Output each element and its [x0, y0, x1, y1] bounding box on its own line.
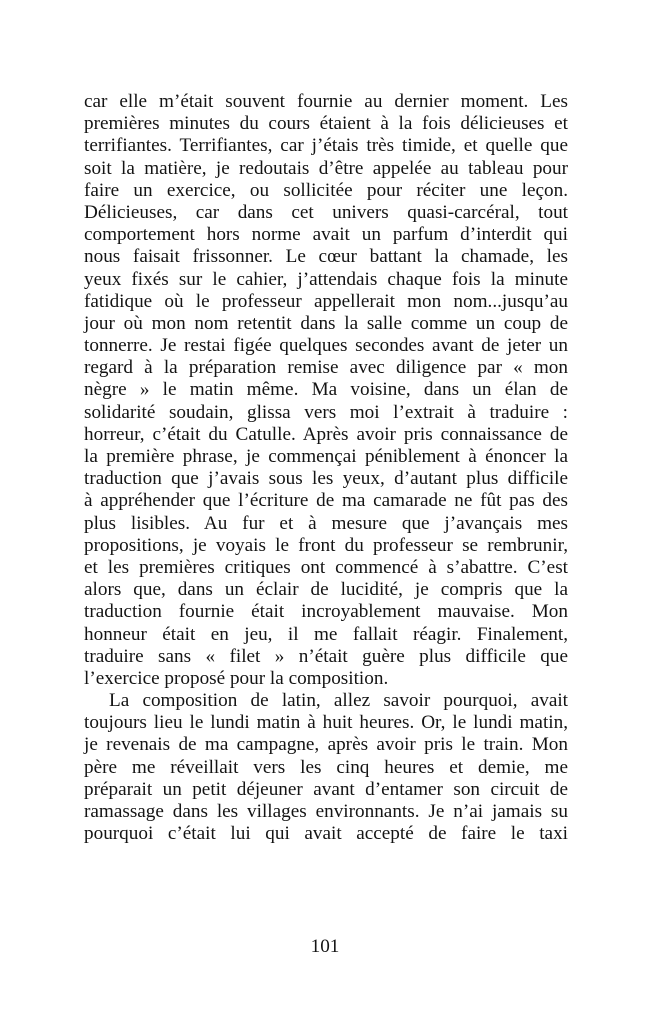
text-line: je revenais de ma campagne, après avoir pris le train. Mon: [84, 734, 568, 756]
paragraph-2: [84, 690, 568, 845]
page-number: 101: [310, 936, 340, 957]
text-line: solidarité soudain, glissa vers moi l’extrait à traduire :: [84, 401, 568, 423]
text-line: nous faisait frissonner. Le cœur battant la chamade, les: [84, 246, 568, 268]
text-line: et les premières critiques ont commencé à s’abattre. C’est: [84, 556, 568, 578]
text-line: traduction que j’avais sous les yeux, d’autant plus difficile: [84, 468, 568, 490]
text-line: toujours lieu le lundi matin à huit heures. Or, le lundi matin,: [84, 712, 568, 734]
text-line: propositions, je voyais le front du professeur se rembrunir,: [84, 534, 568, 556]
text-line: pourquoi c’était lui qui avait accepté de faire le taxi: [84, 823, 568, 845]
text-line: faire un exercice, ou sollicitée pour réciter une leçon.: [84, 179, 568, 201]
text-line: traduction fournie était incroyablement mauvaise. Mon: [84, 601, 568, 623]
paragraph-1: [84, 91, 568, 690]
text-line: à appréhender que l’écriture de ma camarade ne fût pas des: [84, 490, 568, 512]
text-line: père me réveillait vers les cinq heures et demie, me: [84, 756, 568, 778]
text-line: la première phrase, je commençai péniblement à énoncer la: [84, 446, 568, 467]
text-line: traduire sans « filet » n’était guère plus difficile que: [84, 645, 568, 667]
text-line: honneur était en jeu, il me fallait réagir. Finalement,: [84, 623, 568, 645]
text-line: comportement hors norme avait un parfum d’interdit qui: [84, 224, 568, 246]
text-line: La composition de latin, allez savoir pourquoi, avait: [109, 690, 568, 712]
text-line: ramassage dans les villages environnants. Je n’ai jamais su: [84, 801, 568, 822]
text-line: terrifiantes. Terrifiantes, car j’étais très timide, et quelle que: [84, 135, 568, 157]
text-line: préparait un petit déjeuner avant d’entamer son circuit de: [84, 778, 568, 800]
text-line: tonnerre. Je restai figée quelques secondes avant de jeter un: [84, 335, 568, 357]
text-line: premières minutes du cours étaient à la fois délicieuses et: [84, 113, 568, 135]
text-line: fatidique où le professeur appellerait mon nom...jusqu’au: [84, 290, 568, 312]
text-line: yeux fixés sur le cahier, j’attendais chaque fois la minute: [84, 268, 568, 290]
text-line: plus lisibles. Au fur et à mesure que j’avançais mes: [84, 512, 568, 534]
text-line: regard à la préparation remise avec diligence par « mon: [84, 357, 568, 379]
text-line: car elle m’était souvent fournie au dernier moment. Les: [84, 91, 568, 112]
text-line: alors que, dans un éclair de lucidité, je compris que la: [84, 579, 568, 601]
text-line: jour où mon nom retentit dans la salle comme un coup de: [84, 312, 568, 334]
text-line: nègre » le matin même. Ma voisine, dans un élan de: [84, 379, 568, 401]
body-text: [84, 91, 568, 845]
text-line: l’exercice proposé pour la composition.: [84, 667, 389, 689]
text-line: soit la matière, je redoutais d’être appelée au tableau pour: [84, 157, 568, 179]
text-line: Délicieuses, car dans cet univers quasi-carcéral, tout: [84, 201, 568, 223]
text-line: horreur, c’était du Catulle. Après avoir pris connaissance de: [84, 423, 568, 445]
